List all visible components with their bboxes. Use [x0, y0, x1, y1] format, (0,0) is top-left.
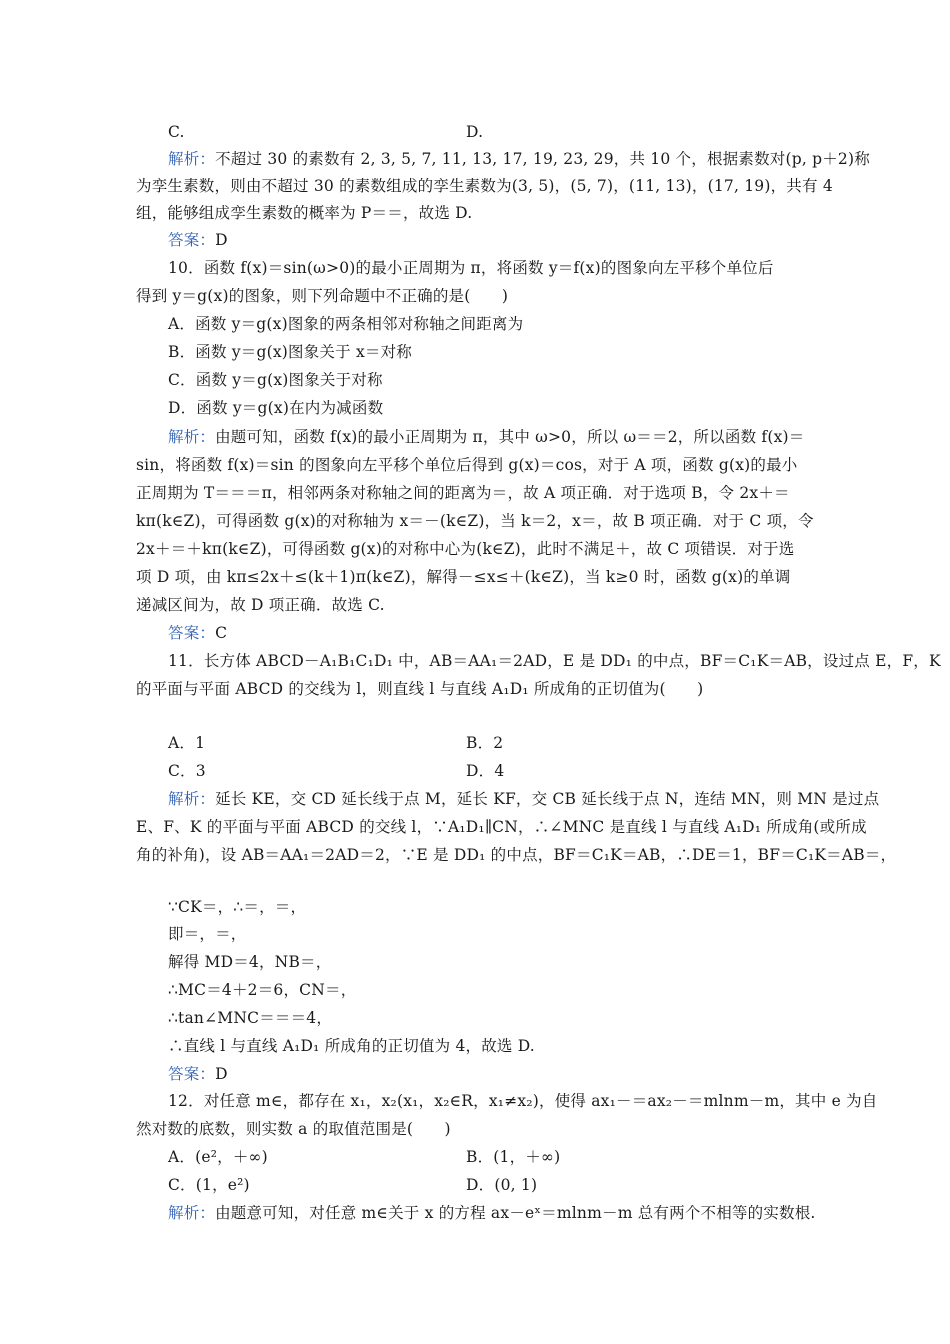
- text-line: sin，将函数 f(x)＝sin 的图象向左平移个单位后得到 g(x)＝cos，对于 A 项，函数 g(x)的最小: [136, 456, 798, 474]
- text-line: 递减区间为，故 D 项正确．故选 C.: [136, 596, 385, 614]
- text-line: 然对数的底数，则实数 a 的取值范围是( ): [136, 1120, 451, 1138]
- text-line: 角的补角)，设 AB＝AA₁＝2AD＝2，∵E 是 DD₁ 的中点，BF＝C₁K＝AB，∴DE＝1，BF＝C₁K＝AB＝，: [136, 846, 897, 864]
- answer-line: 答案：C: [168, 624, 228, 642]
- analysis-line: 解析：由题意可知，对任意 m∈关于 x 的方程 ax－eˣ＝mlnm－m 总有两个不相等的实数根.: [168, 1204, 816, 1222]
- text-line: ∴tan∠MNC＝＝＝4，: [168, 1009, 333, 1027]
- option-line: C. D.: [168, 123, 484, 141]
- text-line: E、F、K 的平面与平面 ABCD 的交线 l，∵A₁D₁∥CN，∴∠MNC 是直线 l 与直线 A₁D₁ 所成角(或所成: [136, 818, 867, 836]
- question-line: 12．对任意 m∈，都存在 x₁，x₂(x₁，x₂∈R，x₁≠x₂)，使得 ax₁－＝ax₂－＝mlnm－m，其中 e 为自: [168, 1092, 878, 1110]
- text-line: 正周期为 T＝＝＝π，相邻两条对称轴之间的距离为＝，故 A 项正确．对于选项 B，令 2x＋＝: [136, 484, 790, 502]
- answer-line: 答案：D: [168, 231, 228, 249]
- text-line: 即＝，＝，: [168, 925, 247, 943]
- text-line: 2x＋＝＋kπ(k∈Z)，可得函数 g(x)的对称中心为(k∈Z)，此时不满足＋，故 C 项错误．对于选: [136, 540, 795, 558]
- text-line: ∵CK＝，∴＝，＝，: [168, 898, 307, 916]
- question-line: 11．长方体 ABCD－A₁B₁C₁D₁ 中，AB＝AA₁＝2AD，E 是 DD₁ 的中点，BF＝C₁K＝AB，设过点 E，F，K: [168, 652, 941, 670]
- option-line: A．1 B．2: [168, 734, 504, 752]
- question-line: 10．函数 f(x)＝sin(ω>0)的最小正周期为 π，将函数 y＝f(x)的图象向左平移个单位后: [168, 259, 774, 277]
- option-line: C．3 D．4: [168, 762, 505, 780]
- text-line: 项 D 项，由 kπ≤2x＋≤(k＋1)π(k∈Z)，解得－≤x≤＋(k∈Z)，当 k≥0 时，函数 g(x)的单调: [136, 568, 791, 586]
- option-line: B．函数 y＝g(x)图象关于 x＝对称: [168, 343, 413, 361]
- text-line: 得到 y＝g(x)的图象，则下列命题中不正确的是( ): [136, 287, 509, 305]
- text-line: 解得 MD＝4，NB＝，: [168, 953, 332, 971]
- option-line: C．函数 y＝g(x)图象关于对称: [168, 371, 383, 389]
- analysis-line: 解析：延长 KE，交 CD 延长线于点 M，延长 KF，交 CB 延长线于点 N，连结 MN，则 MN 是过点: [168, 790, 880, 808]
- text-line: 组，能够组成孪生素数的概率为 P＝＝，故选 D.: [136, 204, 473, 222]
- text-line: kπ(k∈Z)，可得函数 g(x)的对称轴为 x＝－(k∈Z)，当 k＝2，x＝，故 B 项正确．对于 C 项，令: [136, 512, 814, 530]
- analysis-line: 解析：由题可知，函数 f(x)的最小正周期为 π，其中 ω>0，所以 ω＝＝2，所以函数 f(x)＝: [168, 428, 805, 446]
- option-line: A．(e²，＋∞) B．(1，＋∞): [168, 1148, 561, 1166]
- text-line: 的平面与平面 ABCD 的交线为 l，则直线 l 与直线 A₁D₁ 所成角的正切值为( ): [136, 680, 704, 698]
- option-line: C．(1，e²) D．(0, 1): [168, 1176, 538, 1194]
- analysis-line: 解析：不超过 30 的素数有 2, 3, 5, 7, 11, 13, 17, 19, 23, 29，共 10 个，根据素数对(p, p＋2)称: [168, 150, 870, 168]
- option-line: A．函数 y＝g(x)图象的两条相邻对称轴之间距离为: [168, 315, 524, 333]
- answer-line: 答案：D: [168, 1065, 228, 1083]
- text-line: ∴直线 l 与直线 A₁D₁ 所成角的正切值为 4，故选 D.: [168, 1037, 535, 1055]
- text-line: ∴MC＝4＋2＝6，CN＝，: [168, 981, 357, 999]
- text-line: 为孪生素数，则由不超过 30 的素数组成的孪生素数为(3, 5)，(5, 7)，(11, 13)，(17, 19)，共有 4: [136, 177, 833, 195]
- option-line: D．函数 y＝g(x)在内为减函数: [168, 399, 384, 417]
